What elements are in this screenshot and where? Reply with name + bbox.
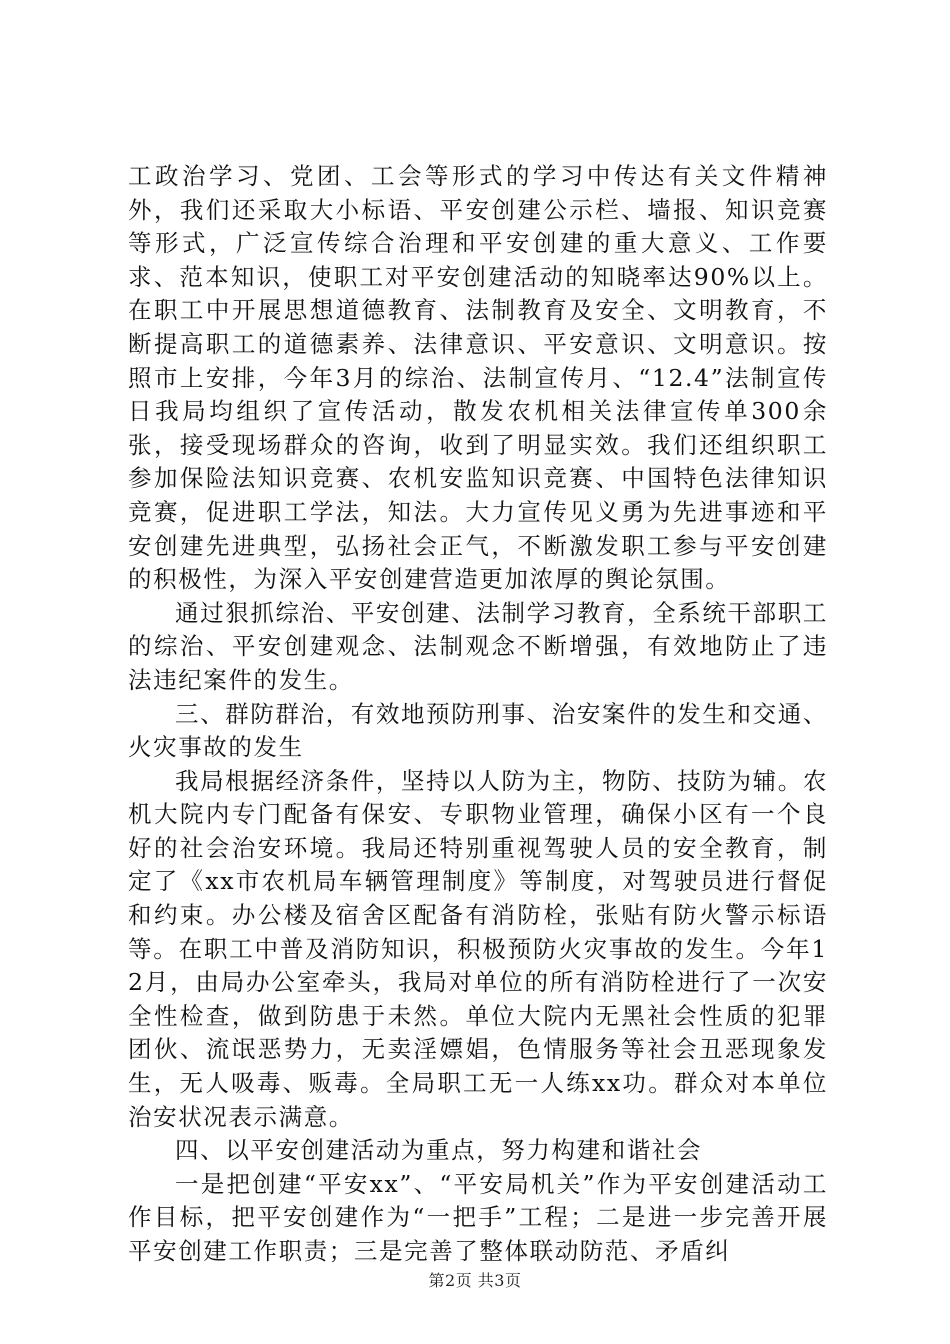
page-number-footer: 第2页 共3页 (428, 1271, 522, 1290)
section-heading-4: 四、以平安创建活动为重点，努力构建和谐社会 (175, 1136, 703, 1165)
paragraph-security-measures: 我局根据经济条件，坚持以人防为主，物防、技防为辅。农机大院内专门配备有保安、专职物业管理，确保小区有一个良好的社会治安环境。我局还特别重视驾驶人员的安全教育，制定了《xx市农机局车辆管理制度》等制度，对驾驶员进行督促和约束。办公楼及宿舍区配备有消防栓，张贴有防火警示标语等。在职工中普及消防知识，积极预防火灾事故的发生。今年12月，由局办公室牵头，我局对单位的所有消防栓进行了一次安全性检查，做到防患于未然。单位大院内无黑社会性质的犯罪团伙、流氓恶势力，无卖淫嫖娼，色情服务等社会丑恶现象发生，无人吸毒、贩毒。全局职工无一人练xx功。群众对本单位治安状况表示满意。 (128, 766, 828, 1131)
section-heading-3: 三、群防群治，有效地预防刑事、治安案件的发生和交通、火灾事故的发生 (128, 699, 828, 762)
document-body (128, 160, 828, 1269)
paragraph-safety-goals: 一是把创建“平安xx”、“平安局机关”作为平安创建活动工作目标，把平安创建作为“一把手”工程；二是进一步完善开展平安创建工作职责；三是完善了整体联动防范、矛盾纠 (128, 1169, 828, 1265)
paragraph-continuation: 工政治学习、党团、工会等形式的学习中传达有关文件精神外，我们还采取大小标语、平安创建公示栏、墙报、知识竞赛等形式，广泛宣传综合治理和平安创建的重大意义、工作要求、范本知识，使职工对平安创建活动的知晓率达90%以上。在职工中开展思想道德教育、法制教育及安全、文明教育，不断提高职工的道德素养、法律意识、平安意识、文明意识。按照市上安排，今年3月的综治、法制宣传月、“12.4”法制宣传日我局均组织了宣传活动，散发农机相关法律宣传单300余张，接受现场群众的咨询，收到了明显实效。我们还组织职工参加保险法知识竞赛、农机安监知识竞赛、中国特色法律知识竞赛，促进职工学法，知法。大力宣传见义勇为先进事迹和平安创建先进典型，弘扬社会正气，不断激发职工参与平安创建的积极性，为深入平安创建营造更加浓厚的舆论氛围。 (128, 162, 828, 594)
paragraph-summary: 通过狠抓综治、平安创建、法制学习教育，全系统干部职工的综治、平安创建观念、法制观念不断增强，有效地防止了违法违纪案件的发生。 (128, 598, 828, 694)
